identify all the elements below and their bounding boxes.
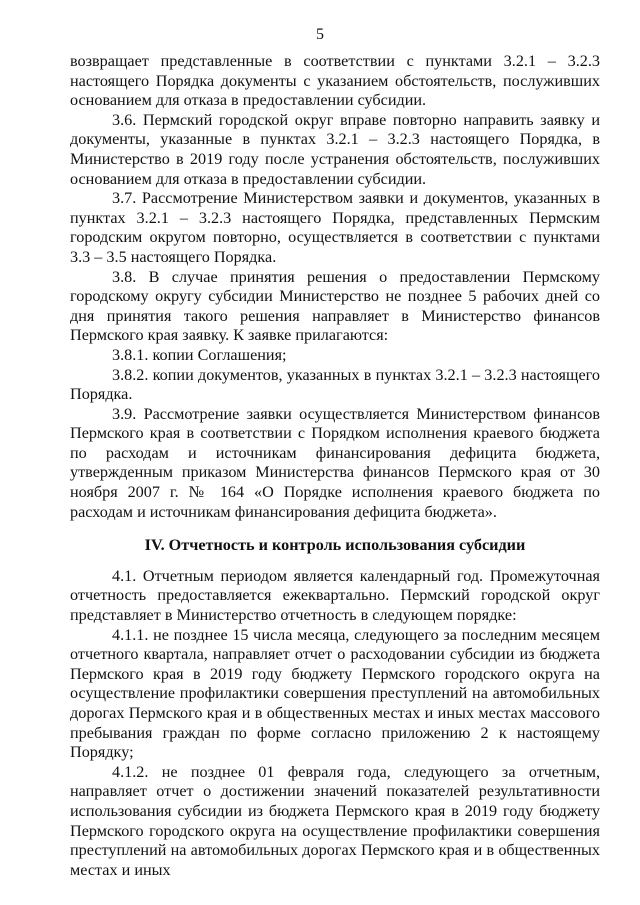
- page-number: 5: [316, 26, 324, 43]
- document-body: [70, 52, 600, 880]
- paragraph-4-1: 4.1. Отчетным периодом является календарный год. Промежуточная отчетность предоставляется ежеквартально. Пермский городской округ представляет в Министерство отчетность в следующем порядке:: [70, 566, 600, 625]
- paragraph-continuation: возвращает представленные в соответствии с пунктами 3.2.1 – 3.2.3 настоящего Порядка документы с указанием обстоятельств, послуживших основанием для отказа в предоставлении субсидии.: [70, 52, 600, 110]
- paragraph-4-1-2: 4.1.2. не позднее 01 февраля года, следующего за отчетным, направляет отчет о достижении значений показателей результативности использования субсидии из бюджета Пермского края в 2019 году бюджету Пермского городского округа на осуществление профилактики совершения преступлений на автомобильных дорогах Пермского края и в общественных местах и иных: [70, 762, 600, 879]
- section-4-heading: IV. Отчетность и контроль использования субсидии: [144, 536, 526, 555]
- paragraph-3-8-1: 3.8.1. копии Соглашения;: [112, 345, 287, 364]
- paragraph-3-7: 3.7. Рассмотрение Министерством заявки и документов, указанных в пунктах 3.2.1 – 3.2.3 настоящего Порядка, представленных Пермским городским округом повторно, осуществляется в соответствии с пунктами 3.3 – 3.5 настоящего Порядка.: [70, 189, 600, 266]
- paragraph-3-6: 3.6. Пермский городской округ вправе повторно направить заявку и документы, указанные в пунктах 3.2.1 – 3.2.3 настоящего Порядка, в Министерство в 2019 году после устранения обстоятельств, послуживших основанием для отказа в предоставлении субсидии.: [70, 110, 600, 188]
- paragraph-3-9: 3.9. Рассмотрение заявки осуществляется Министерством финансов Пермского края в соответствии с Порядком исполнения краевого бюджета по расходам и источникам финансирования дефицита бюджета, утвержденным приказом Министерства финансов Пермского края от 30 ноября 2007 г. № 164 «О Порядке исполнения краевого бюджета по расходам и источникам финансирования дефицита бюджета».: [70, 404, 600, 521]
- paragraph-3-8-2: 3.8.2. копии документов, указанных в пунктах 3.2.1 – 3.2.3 настоящего Порядка.: [70, 365, 600, 404]
- paragraph-3-8: 3.8. В случае принятия решения о предоставлении Пермскому городскому округу субсидии Министерство не позднее 5 рабочих дней со дня принятия такого решения направляет в Министерство финансов Пермского края заявку. К заявке прилагаются:: [70, 267, 600, 345]
- paragraph-4-1-1: 4.1.1. не позднее 15 числа месяца, следующего за последним месяцем отчетного квартала, направляет отчет о расходовании субсидии из бюджета Пермского края в 2019 году бюджету Пермского городского округа на осуществление профилактики совершения преступлений на автомобильных дорогах Пермского края и в общественных местах и иных местах массового пребывания граждан по форме согласно приложению 2 к настоящему Порядку;: [70, 625, 600, 762]
